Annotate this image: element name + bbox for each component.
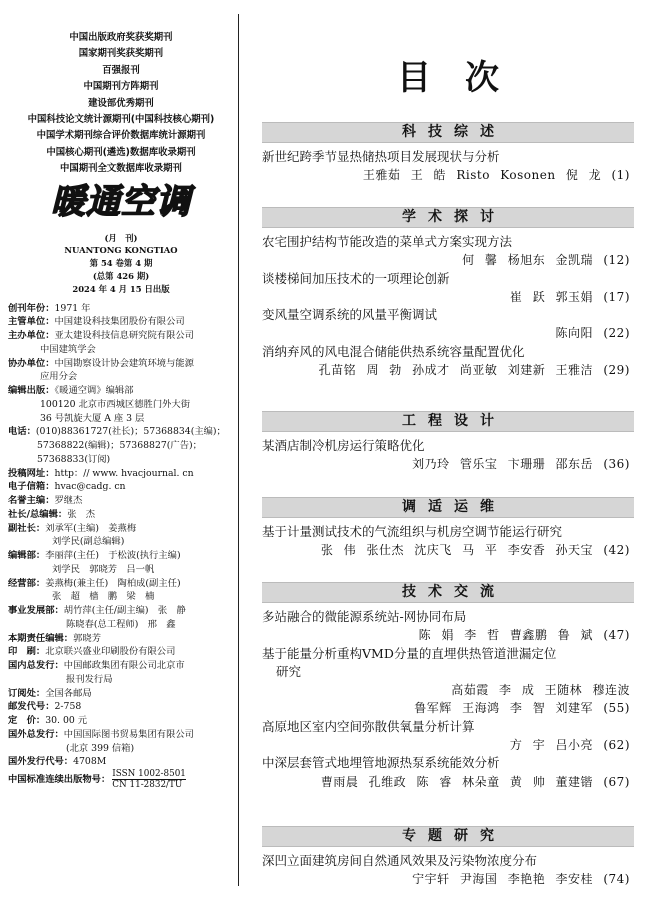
info-value: 30. 00 元	[45, 715, 88, 727]
article-entry[interactable]	[262, 754, 634, 791]
info-value: 刘学民 郭晓芳 吕一帆	[52, 563, 155, 575]
info-line	[8, 343, 234, 357]
article-title[interactable]: 基于能量分析重构VMD分量的直埋供热管道泄漏定位	[262, 645, 557, 661]
info-line	[8, 728, 234, 742]
info-line	[8, 453, 234, 467]
article-entry[interactable]	[262, 718, 634, 755]
info-value: 《暖通空调》编辑部	[54, 385, 134, 397]
info-value: 中国国际图书贸易集团有限公司	[63, 728, 194, 740]
article-entry[interactable]	[262, 608, 634, 645]
article-title[interactable]: 消纳弃风的风电混合储能供热系统容量配置优化	[262, 343, 525, 359]
publication-frequency: (月 刊)	[104, 232, 138, 243]
award-line: 中国期刊全文数据库收录期刊	[60, 163, 182, 175]
article-authors: 陈 娟 李 哲 曹鑫鹏 鲁 斌 (47)	[418, 628, 630, 643]
info-label: 国内总发行：	[8, 660, 64, 672]
info-line	[8, 632, 234, 646]
article-title[interactable]: 多站融合的微能源系统站-网协同布局	[262, 609, 467, 624]
info-value: 报刊发行局	[66, 673, 113, 685]
info-line	[8, 522, 234, 536]
info-label: 订阅处：	[8, 687, 46, 699]
toc-section	[262, 411, 634, 474]
awards-list	[8, 30, 234, 178]
article-authors: 宁宇轩 尹海国 李艳艳 李安桂 (74)	[412, 872, 630, 887]
article-title[interactable]: 谈楼梯间加压技术的一项理论创新	[262, 270, 450, 286]
article-entry[interactable]	[262, 852, 634, 889]
info-line	[8, 659, 234, 673]
article-entry[interactable]	[262, 437, 634, 474]
publication-volume: 第 54 卷第 4 期	[89, 258, 153, 269]
info-label: 投稿网址：	[8, 467, 55, 479]
cn-number: CN 11-2832/TU	[112, 780, 183, 791]
info-value: 57368822(编辑)；57368827(广告)；	[37, 440, 202, 452]
info-value: 全国各邮局	[45, 687, 92, 699]
info-value: 2-758	[54, 701, 82, 713]
award-line: 中国学术期刊综合评价数据库统计源期刊	[36, 130, 206, 142]
info-line	[8, 687, 234, 701]
info-value: 姜燕梅(兼主任) 陶柏成(副主任)	[45, 577, 181, 589]
article-authors: 方 宇 吕小亮 (62)	[509, 738, 630, 753]
article-authors: 何 馨 杨旭东 金凯瑞 (12)	[462, 253, 630, 268]
info-line	[8, 604, 234, 618]
toc-section	[262, 826, 634, 889]
article-entry[interactable]	[262, 645, 634, 718]
info-line	[8, 755, 234, 769]
section-header: 科技综述	[262, 122, 634, 143]
journal-logo: 暖通空调	[51, 181, 191, 222]
info-line	[8, 618, 234, 632]
article-authors: 刘乃玲 管乐宝 卞珊珊 邵东岳 (36)	[412, 457, 630, 472]
info-value: 亚太建设科技信息研究院有限公司	[54, 330, 194, 342]
info-label: 本期责任编辑：	[8, 632, 74, 644]
info-line	[8, 494, 234, 508]
article-title[interactable]: 基于计量测试技术的气流组织与机房空调节能运行研究	[262, 524, 563, 539]
info-label: 名誉主编：	[8, 495, 55, 507]
masthead-column	[8, 30, 234, 790]
publication-total-issue: (总第 426 期)	[92, 271, 150, 282]
info-value: 陈晓春(总工程师) 邢 鑫	[66, 618, 176, 630]
article-authors: 曹雨晨 孔维政 陈 睿 林朵童 黄 帅 董建锴 (67)	[320, 774, 630, 789]
article-title[interactable]: 新世纪跨季节显热储热项目发展现状与分析	[262, 149, 500, 164]
info-value: 北京联兴盛业印刷股份有限公司	[45, 646, 176, 658]
info-label: 创刊年份：	[8, 302, 55, 314]
article-entry[interactable]	[262, 306, 634, 343]
article-entry[interactable]	[262, 148, 634, 185]
info-line	[8, 357, 234, 371]
info-line	[8, 508, 234, 522]
issn-line	[8, 769, 234, 790]
article-authors: 张 伟 张仕杰 沈庆飞 马 平 李安香 孙天宝 (42)	[320, 543, 630, 558]
info-line	[8, 700, 234, 714]
article-authors: 崔 跃 郭玉娟 (17)	[509, 289, 630, 304]
info-value: 中国建筑学会	[40, 343, 96, 355]
info-line	[8, 398, 234, 412]
article-title[interactable]: 高原地区室内空间弥散供氧量分析计算	[262, 718, 475, 734]
article-title[interactable]: 中深层套管式地埋管地源热泵系统能效分析	[262, 755, 500, 771]
info-label: 主办单位：	[8, 330, 55, 342]
award-line: 中国科技论文统计源期刊(中国科技核心期刊)	[27, 114, 215, 126]
info-label: 社长/总编辑：	[8, 508, 68, 520]
award-line: 百强报刊	[102, 64, 140, 76]
info-value: (北京 399 信箱)	[66, 742, 135, 754]
info-value: 4708M	[73, 756, 107, 768]
info-value: 36 号凯旋大厦 A 座 3 层	[40, 412, 145, 424]
info-label: 电子信箱：	[8, 481, 55, 493]
info-value: 罗继杰	[54, 495, 83, 507]
toc-section	[262, 497, 634, 560]
award-line: 国家期刊奖获奖期刊	[78, 48, 164, 60]
section-header: 学术探讨	[262, 207, 634, 228]
article-entry[interactable]	[262, 270, 634, 307]
issn-block	[112, 769, 186, 790]
info-label: 事业发展部：	[8, 605, 64, 617]
toc-section	[262, 207, 634, 379]
article-authors: 孔苗铭 周 勃 孙成才 尚亚敏 刘建新 王雅洁 (29)	[318, 363, 630, 378]
section-header: 技术交流	[262, 582, 634, 603]
info-value: 刘承军(主编) 姜燕梅	[45, 522, 137, 534]
article-title[interactable]: 变风量空调系统的风量平衡调试	[262, 307, 438, 323]
section-header: 调适运维	[262, 497, 634, 518]
info-value: 刘学民(副总编辑)	[52, 536, 125, 548]
info-line	[8, 384, 234, 398]
info-label: 国外发行代号：	[8, 756, 74, 768]
info-value: 中国勘察设计协会建筑环境与能源	[54, 357, 194, 369]
article-authors: 王雅茹 王 皓 Risto Kosonen 倪 龙 (1)	[362, 168, 630, 183]
article-authors: 陈向阳 (22)	[555, 326, 630, 341]
article-authors: 高茹霞 李 成 王随林 穆连波	[451, 683, 630, 698]
info-line	[8, 742, 234, 756]
info-label: 经营部：	[8, 577, 46, 589]
info-line	[8, 467, 234, 481]
info-label: 协办单位：	[8, 357, 55, 369]
publication-date: 2024 年 4 月 15 日出版	[72, 283, 170, 294]
info-line	[8, 577, 234, 591]
info-line	[8, 563, 234, 577]
info-label: 邮发代号：	[8, 701, 55, 713]
info-label: 定 价：	[8, 715, 46, 727]
publisher-info	[8, 302, 234, 770]
info-value: 57368833(订阅)	[37, 453, 111, 465]
info-line	[8, 645, 234, 659]
publication-pinyin: NUANTONG KONGTIAO	[64, 245, 178, 256]
info-line	[8, 425, 234, 439]
info-line	[8, 315, 234, 329]
info-line	[8, 549, 234, 563]
article-authors: 鲁军辉 王海鸿 李 智 刘建军 (55)	[414, 701, 630, 716]
info-value: 李丽萍(主任) 于松波(执行主编)	[45, 550, 181, 562]
article-title[interactable]: 深凹立面建筑房间自然通风效果及污染物浓度分布	[262, 853, 538, 868]
info-label: 编辑部：	[8, 550, 46, 562]
info-line	[8, 673, 234, 687]
info-value: 郭晓芳	[73, 632, 101, 644]
info-value: (010)88361727(社长)；57368834(主编)；	[35, 426, 226, 438]
info-value: hvac@cadg. cn	[54, 481, 126, 493]
toc-title: 目次	[397, 58, 533, 98]
section-header: 工程设计	[262, 411, 634, 432]
award-line: 中国出版政府奖获奖期刊	[69, 32, 173, 43]
column-divider	[238, 14, 239, 886]
info-label: 编辑出版：	[8, 385, 55, 397]
article-entry[interactable]	[262, 233, 634, 270]
article-title[interactable]: 某酒店制冷机房运行策略优化	[262, 438, 425, 453]
article-entry[interactable]	[262, 523, 634, 560]
article-title-continued[interactable]: 研究	[276, 663, 302, 679]
info-line	[8, 590, 234, 604]
info-value: 张 超 樯 鹏 梁 楠	[52, 591, 155, 603]
section-header: 专题研究	[262, 826, 634, 847]
issn-label: 中国标准连续出版物号：	[8, 774, 111, 786]
info-line	[8, 370, 234, 384]
info-value: http：// www. hvacjournal. cn	[54, 467, 194, 479]
article-entry[interactable]	[262, 343, 634, 380]
award-line: 建设部优秀期刊	[88, 97, 154, 109]
info-value: 胡竹萍(主任/副主编) 张 静	[63, 605, 186, 617]
info-value: 100120 北京市西城区德胜门外大街	[40, 398, 191, 410]
info-line	[8, 439, 234, 453]
toc-section	[262, 582, 634, 791]
info-line	[8, 329, 234, 343]
info-label: 印 刷：	[8, 646, 46, 658]
toc-section	[262, 122, 634, 185]
info-line	[8, 535, 234, 549]
info-label: 副社长：	[8, 522, 46, 534]
info-value: 1971 年	[54, 302, 91, 314]
info-value: 中国邮政集团有限公司北京市	[63, 660, 185, 672]
award-line: 中国核心期刊(遴选)数据库收录期刊	[46, 146, 196, 158]
issn-number: ISSN 1002-8501	[112, 769, 186, 780]
info-value: 中国建设科技集团股份有限公司	[54, 316, 185, 328]
info-label: 主管单位：	[8, 316, 55, 328]
info-line	[8, 302, 234, 316]
article-title[interactable]: 农宅围护结构节能改造的菜单式方案实现方法	[262, 234, 513, 249]
info-value: 张 杰	[67, 508, 96, 520]
info-line	[8, 714, 234, 728]
info-line	[8, 480, 234, 494]
info-label: 电话：	[8, 426, 36, 438]
info-line	[8, 412, 234, 426]
info-value: 应用分会	[40, 371, 78, 383]
award-line: 中国期刊方阵期刊	[83, 81, 159, 93]
info-label: 国外总发行：	[8, 728, 64, 740]
